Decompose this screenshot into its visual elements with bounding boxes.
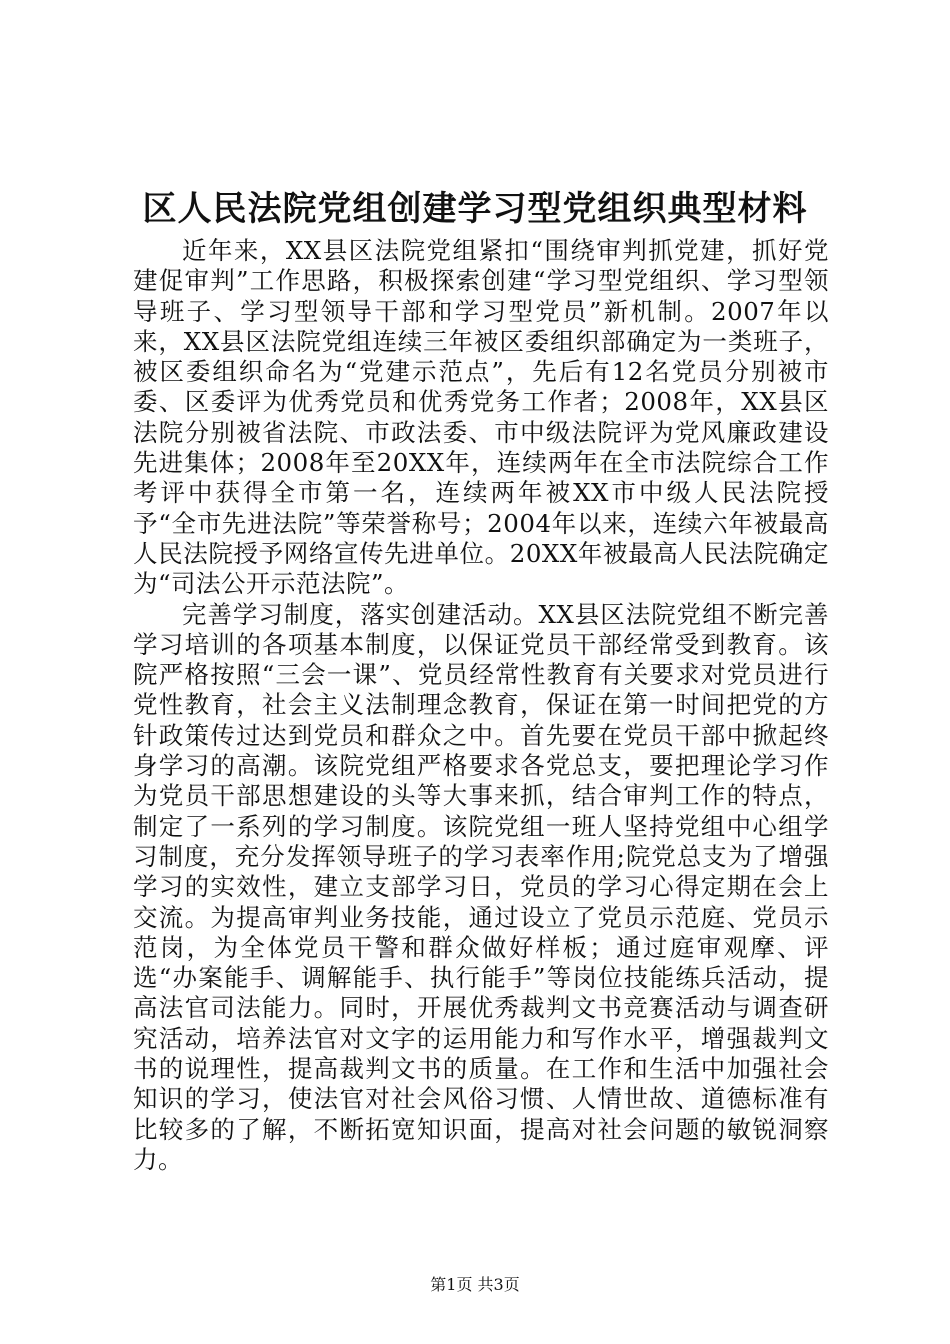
paragraph-study-system: 完善学习制度，落实创建活动。XX县区法院党组不断完善学习培训的各项基本制度，以保证党员干部经常受到教育。该院严格按照“三会一课”、党员经常性教育有关要求对党员进行党性教育，社会主义法制理念教育，保证在第一时间把党的方针政策传过达到党员和群众之中。首先要在党员干部中掀起终身学习的高潮。该院党组严格要求各党总支，要把理论学习作为党员干部思想建设的头等大事来抓，结合审判工作的特点，制定了一系列的学习制度。该院党组一班人坚持党组中心组学习制度，充分发挥领导班子的学习表率作用;院党总支为了增强学习的实效性，建立支部学习日，党员的学习心得定期在会上交流。为提高审判业务技能，通过设立了党员示范庭、党员示范岗，为全体党员干警和群众做好样板；通过庭审观摩、评选“办案能手、调解能手、执行能手”等岗位技能练兵活动，提高法官司法能力。同时，开展优秀裁判文书竞赛活动与调查研究活动，培养法官对文字的运用能力和写作水平，增强裁判文书的说理性，提高裁判文书的质量。在工作和生活中加强社会知识的学习，使法官对社会风俗习惯、人情世故、道德标准有比较多的了解，不断拓宽知识面，提高对社会问题的敏锐洞察力。 (133, 599, 829, 1174)
page-footer: 第1页 共3页 (430, 1275, 520, 1294)
document-title: 区人民法院党组创建学习型党组织典型材料 (142, 189, 808, 229)
document-body (133, 236, 829, 1175)
paragraph-intro: 近年来，XX县区法院党组紧扣“围绕审判抓党建，抓好党建促审判”工作思路，积极探索创建“学习型党组织、学习型领导班子、学习型领导干部和学习型党员”新机制。2007年以来，XX县区法院党组连续三年被区委组织部确定为一类班子，被区委组织命名为“党建示范点”，先后有12名党员分别被市委、区委评为优秀党员和优秀党务工作者；2008年，XX县区法院分别被省法院、市政法委、市中级法院评为党风廉政建设先进集体；2008年至20XX年，连续两年在全市法院综合工作考评中获得全市第一名，连续两年被XX市中级人民法院授予“全市先进法院”等荣誉称号；2004年以来，连续六年被最高人民法院授予网络宣传先进单位。20XX年被最高人民法院确定为“司法公开示范法院”。 (133, 236, 829, 599)
